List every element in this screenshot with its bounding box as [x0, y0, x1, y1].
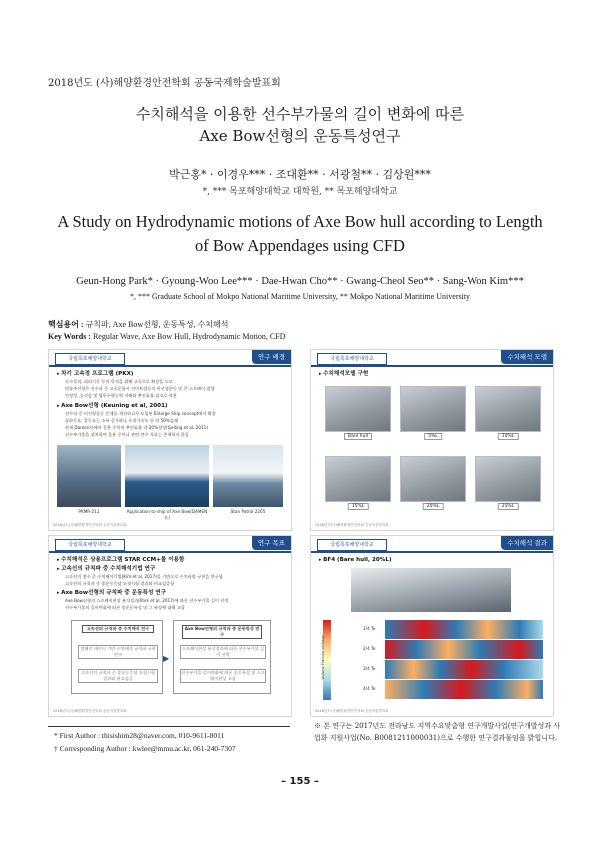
bullet-text: 선수파 중 비선형운동 문제를 개선하고자 도입된 Enlarge Ship concept에서 확장	[65, 411, 216, 416]
university-logo: 국립목포해양대학교	[317, 353, 387, 365]
keywords-english	[48, 332, 286, 341]
hull-render	[351, 568, 511, 612]
hull-25pct: 25%L	[475, 456, 541, 502]
arrow-right-icon: ▶	[163, 654, 170, 663]
slide-footer: 2018년도(사)해양환경안전학회 공동학술발표회	[53, 523, 127, 527]
result-row-3	[385, 660, 543, 679]
bullet-text: 독수목적, 회피기동 등의 목적을 위해 고속으로 확장을 도모	[65, 379, 173, 384]
bullet-text: 고속선의 정수 중 수치해석기법(Kim et al, 2017)을 기반으로 수치파랑 구현을 연구함	[65, 574, 223, 579]
row-label: 2/4 Te	[363, 646, 376, 651]
slide-footer: 2018년도(사)해양환경안전학회 공동학술발표회	[315, 709, 389, 713]
bullet-numerical-study: ▸ 고속선의 규칙파 중 수치해석기법 연구	[57, 566, 156, 572]
keywords-korean-label: 핵심용어 :	[48, 320, 84, 329]
funding-note: ※ 본 연구는 2017년도 전라남도 지역수요맞춤형 연구개발사업(연구개발성과 사업화 지원사업(No. B0081211000031)으로 수행한 연구결과물임을 밝힙니다.	[314, 722, 560, 742]
footnote-divider	[48, 726, 290, 727]
hull-15pct: 15%L	[325, 456, 391, 502]
slide-tag: 수치해석 결과	[501, 536, 553, 550]
korean-affiliation: *, *** 목포해양대학교 대학원, ** 목포해양대학교	[202, 187, 398, 197]
slide-footer: 2018년도(사)해양환경안전학회 공동학술발표회	[315, 523, 389, 527]
row-label: 1/4 Te	[363, 626, 376, 631]
result-row-4	[385, 680, 543, 699]
keywords-korean-value: 규칙파, Axe Bow선형, 운동특성, 수치해석	[85, 320, 229, 329]
caption: PKMR-211	[78, 509, 100, 514]
slide-tag: 연구 배경	[252, 350, 291, 364]
hull-10pct: 10%L	[475, 386, 541, 432]
flow-left	[71, 620, 163, 694]
bullet-text: Axe Bow선형의 스프레이현상 분석결과(Park et al, 2017)에 따른 선수부가물 길이 선정	[65, 598, 229, 603]
caption: Stan Patrol 2205	[230, 509, 266, 514]
flow-box-title: Axe Bow선형의 규칙파 중 운동특성 연구	[182, 625, 262, 639]
hull-bare: Bare hull	[325, 386, 391, 432]
bullet-pkx: ▸ 차기 고속정 프로그램 (PKX)	[57, 371, 134, 377]
korean-title-line-1: 수치해석을 이용한 선수부가물의 길이 변화에 따른	[135, 105, 465, 123]
english-title-line-1: A Study on Hydrodynamic motions of Axe Bow hull according to Length	[57, 212, 543, 231]
keywords-english-label: Key Words :	[48, 332, 91, 341]
photo-axe-bow-ship	[125, 445, 209, 507]
flow-box-title: 고속선의 규칙파 중 수치해석 연구	[82, 625, 154, 633]
colorbar-label: Volume Fraction of Water	[321, 634, 325, 680]
slide-footer: 2018년도(사)해양환경안전학회 공동학술발표회	[53, 709, 127, 713]
result-row-1	[385, 620, 543, 639]
slide-research-background	[48, 349, 292, 531]
korean-title-line-2: Axe Bow선형의 운동특성연구	[199, 127, 401, 145]
photo-pkmr	[57, 445, 121, 507]
flow-right	[173, 620, 271, 694]
slide-numerical-model	[310, 349, 554, 531]
keywords-english-value: Regular Wave, Axe Bow Hull, Hydrodynamic Motion, CFD	[92, 332, 286, 341]
page-number: – 155 –	[281, 776, 319, 787]
bullet-text: 현재 Damen사에서 운용 중이며 추진효율 약 20%향상(Gelling et al, 2011)	[65, 425, 208, 430]
bullet-text: 빈톨주선형은 선수파 중 고속운항시 선미트림등의 비선형운동 및 큰 스프레이 발생	[65, 386, 215, 391]
university-logo: 국립목포해양대학교	[55, 539, 125, 551]
first-author: * First Author : thisishim28@naver.com, 010-9611-8011	[54, 731, 225, 740]
flow-box: 스프레이현상 분석결과에 따른 선수부가물 길이 선정	[181, 646, 265, 657]
slide-tag: 연구 목표	[252, 536, 291, 550]
row-label: 4/4 Te	[363, 686, 376, 691]
university-logo: 국립목포해양대학교	[55, 353, 125, 365]
flow-box: 고속선의 규칙파 중 종운동응답 모형시험결과와 비교검증	[78, 669, 158, 683]
hull-20pct: 20%L	[400, 456, 466, 502]
photo-stan-patrol	[213, 445, 283, 507]
caption: Application to ship of Axe Bow(DAMEN社)	[126, 509, 208, 520]
bullet-axe-bow: ▸ Axe Bow선형 (Keuning et al, 2001)	[57, 403, 168, 409]
slide-numerical-results	[310, 535, 554, 717]
slide-research-goal	[48, 535, 292, 717]
row-label: 3/4 Te	[363, 666, 376, 671]
keywords-korean	[48, 319, 228, 330]
flow-box: 선수부가물 길이변화에 따른 운동특성 및 스프레이현상 고찰	[181, 670, 265, 681]
bullet-text: 선수부가물을 설치하여 운용 중이나 관련 연구 자료는 존재하지 않음	[65, 432, 189, 437]
hull-5pct: 5%L	[400, 386, 466, 432]
bullet-bf4: ▸ BF4 (Bare hull, 20%L)	[319, 557, 392, 563]
result-row-2	[385, 640, 543, 659]
corresponding-author: † Corresponding Author : kwlee@mmu.ac.kr, 061-240-7307	[54, 744, 236, 753]
korean-authors: 박근홍* · 이경우*** · 조대환** · 서광철** · 김상원***	[169, 168, 431, 181]
english-authors: Geun-Hong Park* · Gyoung-Woo Lee*** · Dae-Hwan Cho** · Gwang-Cheol Seo** · Sang-Won Kim***	[76, 276, 524, 287]
university-logo: 국립목포해양대학교	[317, 539, 387, 551]
bullet-text: 선수부가물의 길이변화에 따른 종운동특성 및 그 특성에 대해 고찰	[65, 605, 185, 610]
bullet-text: 고속선의 규칙파 중 종운동응답 모형시험 결과와 비교검증함	[65, 581, 175, 586]
bullet-text: 상하동요, 종동요는 소폭 증가하나 수직가속도 등 약 50%감쇄	[65, 418, 178, 423]
bullet-star-ccm: ▸ 수치해석은 상용프로그램 STAR CCM+를 이용함	[57, 557, 185, 563]
bullet-motion-study: ▸ Axe Bow선형의 규칙파 중 운동특성 연구	[57, 590, 167, 596]
slide-tag: 수치해석 모델	[501, 350, 553, 364]
english-affiliation: *, *** Graduate School of Mokpo National Maritime University, ** Mokpo National Maritime University	[129, 292, 471, 301]
conference-header: 2018년도 (사)해양환경안전학회 공동국제학술발표회	[48, 78, 281, 89]
bullet-text: 안정성 ,승선감 및 임무수행능력 저해와 추진효율 감소로 작용	[65, 393, 177, 398]
english-title-line-2: of Bow Appendages using CFD	[195, 236, 405, 255]
english-title	[40, 210, 560, 258]
bullet-model: ▸ 수치해석모델 구현	[319, 371, 369, 377]
flow-box: 정해진 데이터 기반 수치해석 규칙파 구현 연구	[78, 645, 158, 659]
